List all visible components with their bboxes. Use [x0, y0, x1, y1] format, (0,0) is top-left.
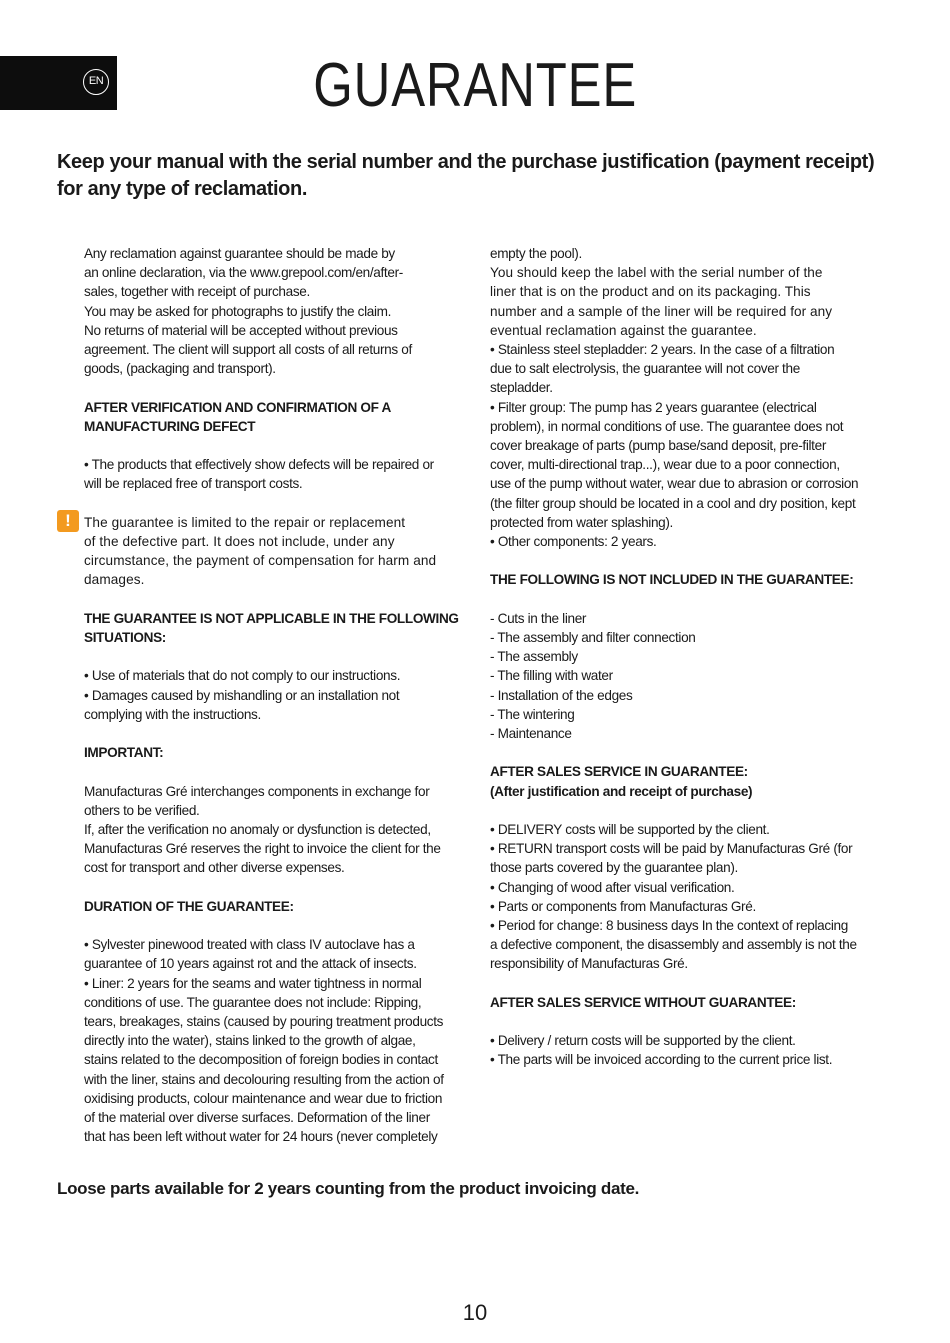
right-column	[490, 244, 875, 1070]
text-line: Manufacturas Gré reserves the right to invoice the client for the	[84, 841, 441, 857]
text-line: Any reclamation against guarantee should be made by	[84, 246, 395, 261]
text-line: • Period for change: 8 business days In the context of replacing	[490, 918, 848, 934]
text-line: eventual reclamation against the guarantee.	[490, 322, 757, 338]
not-included-heading: THE FOLLOWING IS NOT INCLUDED IN THE GUARANTEE:	[490, 572, 854, 588]
text-line: (the filter group should be located in a cool and dry position, kept	[490, 495, 856, 511]
text-line: • Use of materials that do not comply to our instructions.	[84, 668, 401, 684]
important-paragraph	[84, 782, 464, 878]
text-line: use of the pump without water, wear due to abrasion or corrosion	[490, 476, 859, 492]
text-line: oxidising products, colour maintenance and wear due to friction	[84, 1090, 443, 1106]
after-sales-without-list	[490, 1031, 875, 1069]
duration-heading: DURATION OF THE GUARANTEE:	[84, 898, 294, 914]
text-line: empty the pool).	[490, 246, 582, 261]
text-line: of the defective part. It does not include, under any	[84, 534, 395, 549]
components-paragraph	[490, 340, 875, 551]
intro-notice: Keep your manual with the serial number and the purchase justification (payment receipt) for any type of reclamation.	[57, 151, 875, 200]
text-line: - Installation of the edges	[490, 687, 633, 703]
text-line: • The parts will be invoiced according to the current price list.	[490, 1052, 833, 1068]
text-line: SITUATIONS:	[84, 630, 166, 645]
text-line: stepladder.	[490, 380, 553, 396]
text-line: If, after the verification no anomaly or dysfunction is detected,	[84, 821, 431, 837]
text-line: circumstance, the payment of compensation for harm and	[84, 553, 437, 569]
after-sales-without-heading: AFTER SALES SERVICE WITHOUT GUARANTEE:	[490, 994, 796, 1010]
important-heading: IMPORTANT:	[84, 745, 164, 761]
text-line: - The filling with water	[490, 668, 613, 684]
text-line: • Other components: 2 years.	[490, 534, 657, 550]
text-line: protected from water splashing).	[490, 514, 673, 530]
text-line: sales, together with receipt of purchase.	[84, 284, 310, 300]
text-line: (After justification and receipt of purchase)	[490, 783, 753, 799]
language-badge: EN	[83, 69, 109, 95]
text-line: cover breakage of parts (pump base/sand deposit, pre-filter	[490, 438, 827, 454]
text-line: • Changing of wood after visual verification.	[490, 879, 735, 895]
label-paragraph	[490, 263, 875, 340]
left-column	[84, 244, 464, 1146]
text-line: cost for transport and other diverse expenses.	[84, 860, 345, 876]
warning-paragraph	[84, 513, 464, 590]
text-line: agreement. The client will support all costs of all returns of	[84, 342, 412, 358]
not-included-list	[490, 609, 875, 743]
text-line: - Cuts in the liner	[490, 610, 587, 626]
text-line: You should keep the label with the serial number of the	[490, 265, 823, 281]
text-line: - The assembly	[490, 649, 578, 665]
page-number: 10	[462, 1300, 488, 1325]
text-line: MANUFACTURING DEFECT	[84, 418, 256, 434]
text-line: stains related to the decomposition of foreign bodies in contact	[84, 1052, 438, 1068]
text-line: No returns of material will be accepted without previous	[84, 322, 398, 338]
text-line: conditions of use. The guarantee does not include: Ripping,	[84, 994, 422, 1010]
text-line: will be replaced free of transport costs.	[84, 476, 303, 492]
text-line: that has been left without water for 24 hours (never completely	[84, 1129, 438, 1145]
text-line: • RETURN transport costs will be paid by Manufacturas Gré (for	[490, 841, 853, 857]
text-line: goods, (packaging and transport).	[84, 361, 276, 377]
page-title: GUARANTEE	[313, 51, 638, 120]
not-applicable-list	[84, 666, 464, 724]
text-line: • DELIVERY costs will be supported by the client.	[490, 822, 770, 838]
text-line: - The assembly and filter connection	[490, 630, 696, 646]
text-line: others to be verified.	[84, 802, 200, 818]
text-line: • The products that effectively show defects will be repaired or	[84, 457, 434, 473]
text-line: - Maintenance	[490, 726, 572, 742]
after-sales-in-list	[490, 820, 875, 974]
verification-heading	[84, 398, 464, 436]
text-line: • Filter group: The pump has 2 years guarantee (electrical	[490, 399, 817, 415]
text-line: THE GUARANTEE IS NOT APPLICABLE IN THE FOLLOWING	[84, 610, 459, 626]
text-line: You may be asked for photographs to justify the claim.	[84, 303, 392, 319]
text-line: a defective component, the disassembly and assembly is not the	[490, 937, 857, 953]
loose-parts-note: Loose parts available for 2 years counting from the product invoicing date.	[57, 1179, 640, 1198]
text-line: damages.	[84, 572, 145, 588]
text-line: complying with the instructions.	[84, 706, 261, 722]
text-line: • Parts or components from Manufacturas Gré.	[490, 898, 756, 914]
text-line: problem), in normal conditions of use. The guarantee does not	[490, 418, 844, 434]
after-sales-in-heading	[490, 762, 875, 800]
text-line: number and a sample of the liner will be required for any	[490, 303, 833, 319]
text-line: liner that is on the product and on its packaging. This	[490, 284, 811, 300]
text-line: an online declaration, via the www.grepool.com/en/after-	[84, 265, 403, 281]
duration-paragraph	[84, 935, 464, 1146]
text-line: AFTER SALES SERVICE IN GUARANTEE:	[490, 764, 748, 780]
text-line: The guarantee is limited to the repair or replacement	[84, 514, 406, 530]
text-line: with the liner, stains and decolouring resulting from the action of	[84, 1071, 444, 1087]
reclamation-paragraph	[84, 244, 464, 378]
text-line: • Stainless steel stepladder: 2 years. In the case of a filtration	[490, 342, 835, 358]
text-line: Manufacturas Gré interchanges components in exchange for	[84, 783, 430, 799]
text-line: • Liner: 2 years for the seams and water tightness in normal	[84, 975, 422, 991]
text-line: • Sylvester pinewood treated with class IV autoclave has a	[84, 937, 415, 953]
text-line: tears, breakages, stains (caused by pouring treatment products	[84, 1013, 444, 1029]
text-line: • Damages caused by mishandling or an installation not	[84, 687, 400, 703]
text-line: of the material over diverse surfaces. Deformation of the liner	[84, 1110, 430, 1125]
text-line: guarantee of 10 years against rot and the attack of insects.	[84, 956, 417, 972]
liner-continued-paragraph	[490, 244, 875, 263]
text-line: AFTER VERIFICATION AND CONFIRMATION OF A	[84, 399, 391, 415]
warning-icon: !	[57, 510, 79, 532]
text-line: those parts covered by the guarantee plan).	[490, 860, 738, 876]
text-line: directly into the water), stains linked to the growth of algae,	[84, 1033, 416, 1049]
text-line: due to salt electrolysis, the guarantee will not cover the	[490, 361, 800, 377]
not-applicable-heading	[84, 609, 464, 647]
repair-paragraph	[84, 455, 464, 493]
text-line: • Delivery / return costs will be supported by the client.	[490, 1033, 796, 1049]
text-line: - The wintering	[490, 706, 575, 722]
text-line: responsibility of Manufacturas Gré.	[490, 956, 688, 972]
text-line: cover, multi-directional trap...), wear due to a poor connection,	[490, 457, 840, 473]
